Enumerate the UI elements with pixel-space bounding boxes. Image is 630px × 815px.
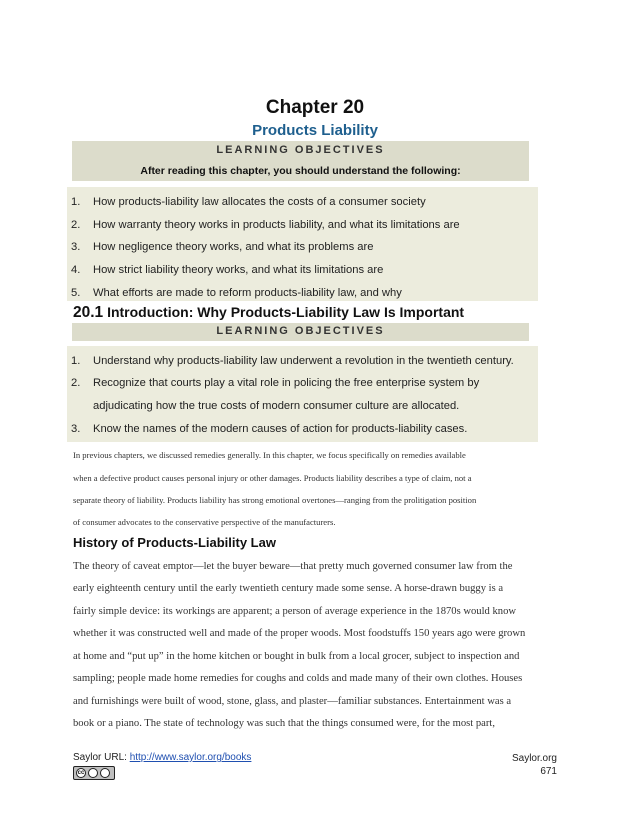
learning-objectives-intro: After reading this chapter, you should understand the following: bbox=[140, 165, 461, 177]
learning-objectives-list: 1. How products-liability law allocates the costs of a consumer society 2. How warranty theory works in products liability, and what its limitations are 3. How negligence theory works, and what its problems are 4. How strict liability theory works, and what its limitations are 5. What efforts are made to reform products-liability law, and why bbox=[67, 187, 538, 301]
learning-objectives-heading: LEARNING OBJECTIVES bbox=[216, 144, 385, 156]
section-number: 20.1 bbox=[73, 304, 104, 321]
learning-objectives-list-2: 1. Understand why products-liability law underwent a revolution in the twentieth century. 2. Recognize that courts play a vital role in policing the free enterprise system by adjudicating how the true costs of modern consumer culture are allocated. 3. Know the names of the modern causes of action for products-liability cases. bbox=[67, 346, 538, 442]
paragraph-line: In previous chapters, we discussed remedies generally. In this chapter, we focus specifically on remedies available bbox=[73, 450, 466, 460]
paragraph-line: fairly simple device: its workings are apparent; a person of average experience in the 1870s would know bbox=[73, 606, 517, 617]
paragraph-line: sampling; people made home remedies for coughs and colds and made many of their own clothes. Houses bbox=[73, 673, 523, 684]
history-paragraph bbox=[73, 561, 560, 741]
footer-url-label: Saylor URL: bbox=[73, 752, 130, 763]
creative-commons-badge-icon: cc bbox=[73, 766, 115, 780]
intro-paragraph bbox=[73, 450, 560, 530]
paragraph-line: The theory of caveat emptor—let the buyer beware—that pretty much governed consumer law from the bbox=[73, 561, 513, 572]
saylor-books-link[interactable]: http://www.saylor.org/books bbox=[129, 752, 252, 763]
paragraph-line: at home and “put up” in the home kitchen or bought in bulk from a local grocer, subject to inspection and bbox=[73, 651, 520, 662]
chapter-subtitle: Products Liability bbox=[252, 122, 378, 139]
chapter-title: Chapter 20 bbox=[265, 97, 365, 118]
footer-right bbox=[470, 752, 557, 778]
section-title bbox=[73, 304, 464, 322]
paragraph-line: and furnishings were built of wood, stone, glass, and plaster—familiar substances. Entertainment was a bbox=[73, 696, 512, 707]
learning-objectives-heading-2: LEARNING OBJECTIVES bbox=[216, 325, 385, 337]
paragraph-line: early eighteenth century until the early twentieth century made some sense. A horse-drawn buggy is a bbox=[73, 583, 504, 594]
paragraph-line: whether it was constructed well and made of the proper woods. Most foodstuffs 150 years ago were grown bbox=[73, 628, 526, 639]
paragraph-line: of consumer advocates to the conservative perspective of the manufacturers. bbox=[73, 517, 336, 527]
history-heading: History of Products-Liability Law bbox=[73, 535, 276, 550]
paragraph-line: when a defective product causes personal injury or other damages. Products liability describes a type of claim, not a bbox=[73, 473, 472, 483]
paragraph-line: book or a piano. The state of technology was such that the things consumed were, for the most part, bbox=[73, 718, 495, 729]
paragraph-line: separate theory of liability. Products liability has strong emotional overtones—ranging from the prolitigation position bbox=[73, 495, 477, 505]
learning-objectives-header-box-2 bbox=[72, 323, 529, 341]
footer-url bbox=[73, 752, 251, 763]
learning-objectives-header-box bbox=[72, 141, 529, 181]
section-title-text: Introduction: Why Products-Liability Law Is Important bbox=[107, 304, 465, 320]
footer-site: Saylor.org bbox=[511, 753, 557, 764]
page-number: 671 bbox=[540, 766, 557, 777]
